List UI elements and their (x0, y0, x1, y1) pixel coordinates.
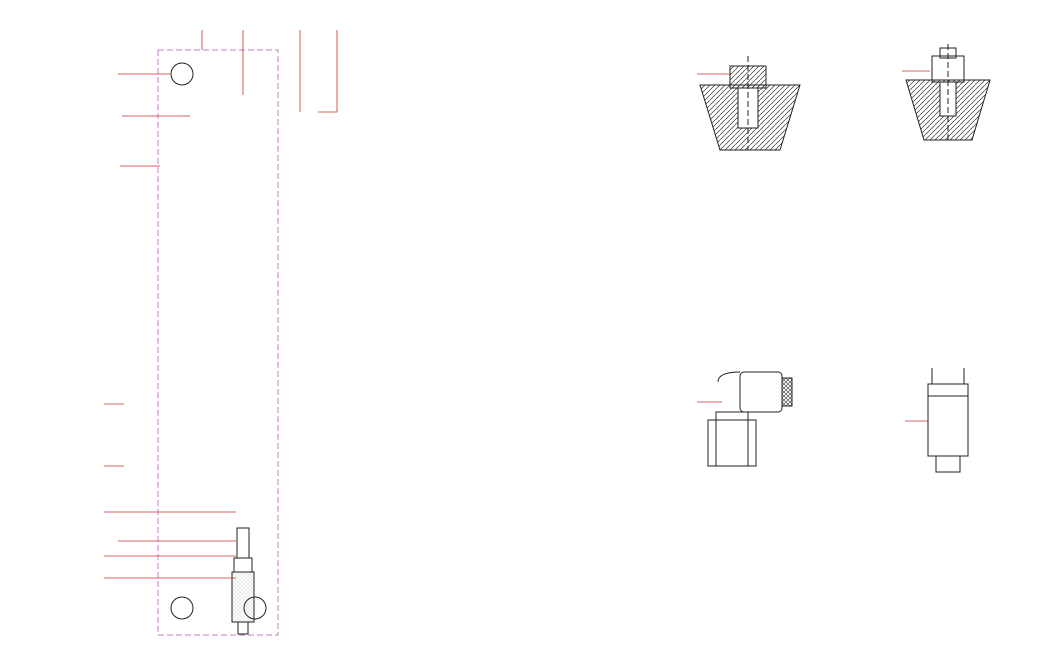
mount-hole-bottom (171, 597, 193, 619)
detail-port-section-2-1 (700, 56, 800, 150)
detail-port-section-1-4 (906, 44, 990, 140)
mount-hole-top (171, 63, 193, 85)
pressure-sensor-probe (232, 528, 254, 634)
detail-elbow-fitting-3 (708, 372, 792, 466)
leader-lines (104, 30, 930, 578)
detail-sensor-10 (928, 368, 968, 472)
transition-block-outline (158, 50, 278, 635)
